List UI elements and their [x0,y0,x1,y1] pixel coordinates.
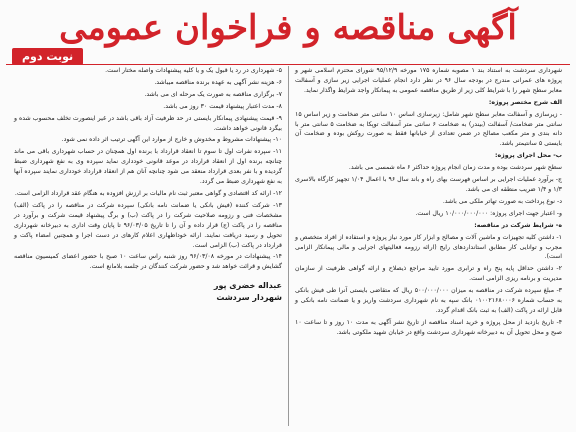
clause: ۷- برگزاری مناقصه به صورت یک مرحله ای می باشد. [144,90,282,98]
notice-title: آگهی مناقصه و فراخوان عمومی [59,8,517,48]
clause: د- نوع پرداخت به صورت تهاتر ملکی می باشد. [442,197,562,205]
clause: ۸- مدت اعتبار پیشنهاد قیمت ۳۰ روز می باشد. [163,102,282,110]
notice-header [6,4,570,64]
clause: ۴- تاریخ بازدید از محل پروژه و خرید اسناد مناقصه از تاریخ نشر آگهی به مدت ۱۰ روز و تا ساعت ۱۰ صبح و محل تحویل آن به دبیرخانه شهرداری سردشت واقع در خیابان شهید ملکوتی باشد. [295,318,563,336]
clause: سطح شهر سردشت بوده و مدت زمان انجام پروژه حداکثر ۶ ماه شمسی می باشد. [348,164,562,172]
clause: ۲- داشتن حداقل پایه پنج راه و ترابری مورد تایید مراجع ذیصلاح و ارائه گواهی ظرفیت از سازمان مدیریت و برنامه ریزی الزامی است. [295,265,562,283]
clause: ۱۱- سپرده نفرات اول تا سوم تا انعقاد قرارداد با برنده اول همچنان در حساب شهرداری باقی می ماند چنانچه برنده اول از انعقاد قرارداد در موعد قانونی خودداری نماید سپرده وی به نفع شهرداری ضبط گردیده و با نفر بعدی قرارداد منعقد می شود چنانچه آنان هم از انعقاد قرارداد خودداری نمایند سپرده آنها به نفع شهرداری ضبط می گردد. [14,148,282,186]
notice-body [8,66,568,426]
clause: ۶- هزینه نشر آگهی به عهده برنده مناقصه میباشد. [154,78,282,86]
clause: ۱۲- ارائه کد اقتصادی و گواهی معتبر ثبت نام مالیات بر ارزش افزوده به هنگام عقد قرارداد الزامی است. [14,189,282,197]
clause: ۳- مبلغ سپرده شرکت در مناقصه به میزان ۵۰۰/۰۰۰/۰۰۰ ریال که متقاضی بایستی آنرا طی فیش بانکی به حساب شماره ۰۱۰۰۲۱۶۸۰۰۰۶ بانک سپه به نام شهرداری سردشت واریز و یا ضمانت نامه بانکی و قابل ارائه در پاکت (الف) به ثبت بانک اقدام گردد. [295,287,562,314]
section-heading: ب- محل اجرای پروژه: [495,152,562,160]
signatory-role: شهردار سردشت [216,293,282,303]
clause: ج- برآورد عملیات اجرایی بر اساس فهرست بهای راه و باند سال ۹۶ با اعمال ۱/۰۴ تجهیز کارگاه بالاسری ۱/۳ و ۱/۴ ضریب منطقه ای می باشد. [295,176,562,193]
left-column [8,66,288,426]
section-heading: ه- شرایط شرکت در مناقصه: [474,221,562,229]
header-divider [6,64,570,65]
clause: ۱۴- پیشنهادات در مورخه ۹۶/۰۳/۰۸ روز شنبه راس ساعت ۱۰ صبح با حضور اعضای کمیسیون مناقصه گشایش و قرائت خواهد شد و حضور شرکت کنندگان در جلسه بلامانع است. [14,253,282,271]
clause: ۹- قیمت پیشنهادی پیمانکار بایستی در حد ظرفیت آزاد باقی باشد در غیر اینصورت تخلف محسوب شده و بیگرد قانونی خواهد داشت. [14,114,282,132]
signatory-name: عبداله خضری پور [213,281,282,291]
clause: و- اعتبار جهت اجرای پروژه: ۱۰/۰۰۰/۰۰۰/۰۰۰ ریال است. [415,209,562,217]
clause: - زیرسازی و آسفالت معابر سطح شهر شامل: زیرسازی اساس ۱۰ سانتی متر ضخامت و زیر اساس ۱۵ سانتی متر ضخامت/ آسفالت (بیندر) به ضخامت ۶ سانتی متر آسفالت توپکا به ضخامت ۵ سانتی متر با دانه بندی و متر مکعب مصالح در ضمن تعدادی از خیابانها فقط به صورت روکش بوده و ضخامت آن بایستی ۵ سانتیمتر باشد. [295,110,563,148]
intro-paragraph: شهرداری سردشت به استناد بند ۱ مصوبه شماره ۱۷۵ مورخه ۹۵/۱۲/۹ شورای محترم اسلامی شهر و پروژه های عمرانی مندرج در بودجه سال ۹۶ در نظر دارد انجام عملیات اجرایی زیر سازی و آسفالت معابر سطح شهر را با شرایط کلی زیر از طریق مناقصه عمومی به پیمانکار واجد شرایط واگذار نماید. [295,67,563,94]
section-heading: الف شرح مختصر پروژه: [488,98,562,106]
clause: ۱۳- شرکت کننده (فیش بانکی یا ضمانت نامه بانکی) سپرده شرکت در مناقصه را در پاکت (الف) مشخصات فنی و رزومه صلاحیت شرکت را در پاکت (ب) و برگ پیشنهاد قیمت شرکت و برآورد در مناقصه را در پاکت (ج) قرار داده و آن را تا تاریخ ۹۶/۰۳/۰۵ تا پایان وقت اداری به دبیرخانه شهرداری تحویل و رسید دریافت نمایند. ارائه خوداظهاری اعلام کارهای در دست اجرا و همچنین امضاء پاکت و قرارداد در پاکت (ب) الزامی است. [14,201,283,249]
signature-block [14,280,282,304]
clause: ۵- شهرداری در رد یا قبول یک و یا کلیه پیشنهادات واصله مختار است. [105,67,282,74]
clause: ۱- داشتن کلیه تجهیزات و ماشین آلات و مصالح و ابزار کار مورد نیاز پروژه و استفاده از افراد متخصص و مجرب و توانایی کار مطابق استانداردهای رایج (ارائه رزومه فعالیتهای اجرایی و مالی پیمانکار الزامی است). [295,233,562,261]
clause: ۱۰- پیشنهادات مشروط و مخدوش و خارج از موارد این آگهی ترتیب اثر داده نمی شود. [61,136,282,144]
right-column [288,66,568,426]
round-badge: نوبت دوم [12,48,83,65]
